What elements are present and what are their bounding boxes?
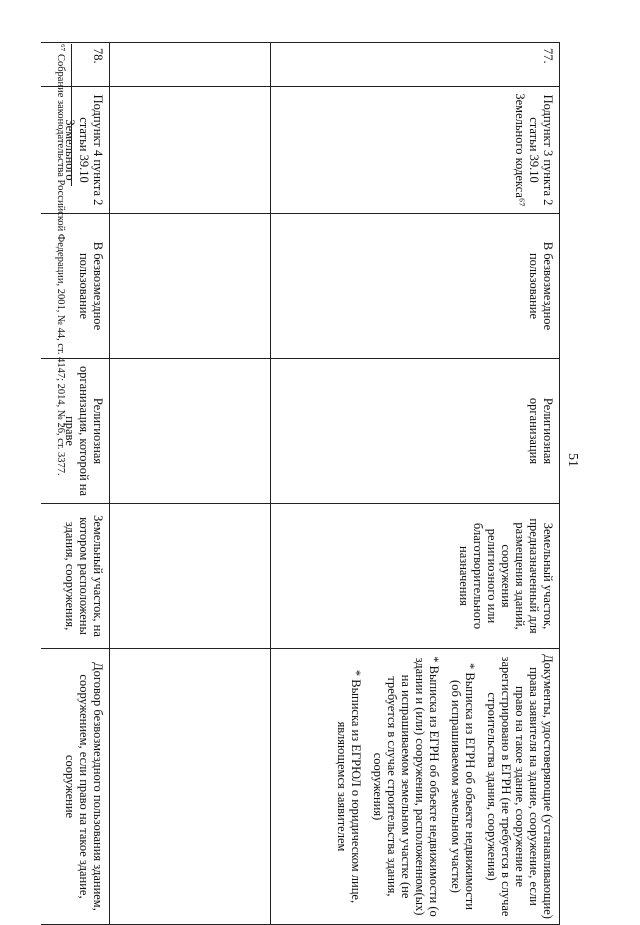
table-row bbox=[110, 43, 271, 925]
right-type-cell: В безвозмездное пользование bbox=[271, 214, 560, 359]
page-number: 51 bbox=[565, 453, 580, 467]
row-number: 78. bbox=[41, 43, 110, 87]
document-item: * Выписка из ЕГРН об объекте недвижимости (о здании и (или) сооружении, расположенном(ых) на испрашиваемом земельном участке (не требуется в случае строительства здания, сооружения) bbox=[371, 656, 441, 917]
documents-cell bbox=[271, 649, 560, 925]
footnote-divider bbox=[71, 44, 72, 186]
empty-cell bbox=[110, 649, 271, 925]
table-row bbox=[41, 43, 110, 925]
right-type-cell: В безвозмездное пользование bbox=[41, 214, 110, 359]
document-item: * Выписка из ЕГРН об объекте недвижимости (об испрашиваемом земельном участке) bbox=[449, 663, 477, 910]
empty-cell bbox=[110, 43, 271, 87]
land-documents-table bbox=[41, 42, 560, 925]
empty-cell bbox=[110, 504, 271, 649]
document-item: Договор безвозмездного пользования зданием, сооружением, если право на такое здание, сооружение bbox=[63, 662, 105, 911]
row-number: 77. bbox=[271, 43, 560, 87]
applicant-cell: Религиозная организация, которой на праве bbox=[41, 359, 110, 504]
empty-cell bbox=[110, 214, 271, 359]
empty-cell bbox=[110, 359, 271, 504]
applicant-cell: Религиозная организация bbox=[271, 359, 560, 504]
document-item: * Выписка из ЕГРЮЛ о юридическом лице, являющемся заявителем bbox=[335, 669, 363, 904]
footnote: ⁶⁷ Собрание законодательства Российской Федерации, 2001, № 44, ст. 4147; 2014, № 26, ст. 3377. bbox=[55, 44, 66, 476]
land-plot-cell: Земельный участок, на котором расположены здания, сооружения, bbox=[41, 504, 110, 649]
legal-basis-cell: Подпункт 4 пункта 2 статьи 39.10 Земельного bbox=[41, 87, 110, 214]
table-row bbox=[271, 43, 560, 925]
land-plot-cell: Земельный участок, предназначенный для размещения зданий, сооружения религиозного или благотворительного назначения bbox=[271, 504, 560, 649]
empty-cell bbox=[110, 87, 271, 214]
legal-basis-cell: Подпункт 3 пункта 2 статьи 39.10 Земельного кодекса⁶⁷ bbox=[271, 87, 560, 214]
documents-cell bbox=[41, 649, 110, 925]
document-item: Документы, удостоверяющие (устанавливающие) права заявителя на здание, сооружение, если право на такое здание, сооружение не зарегистрировано в ЕГРН (не требуется в случае строительства здания, сооружения) bbox=[485, 654, 555, 919]
